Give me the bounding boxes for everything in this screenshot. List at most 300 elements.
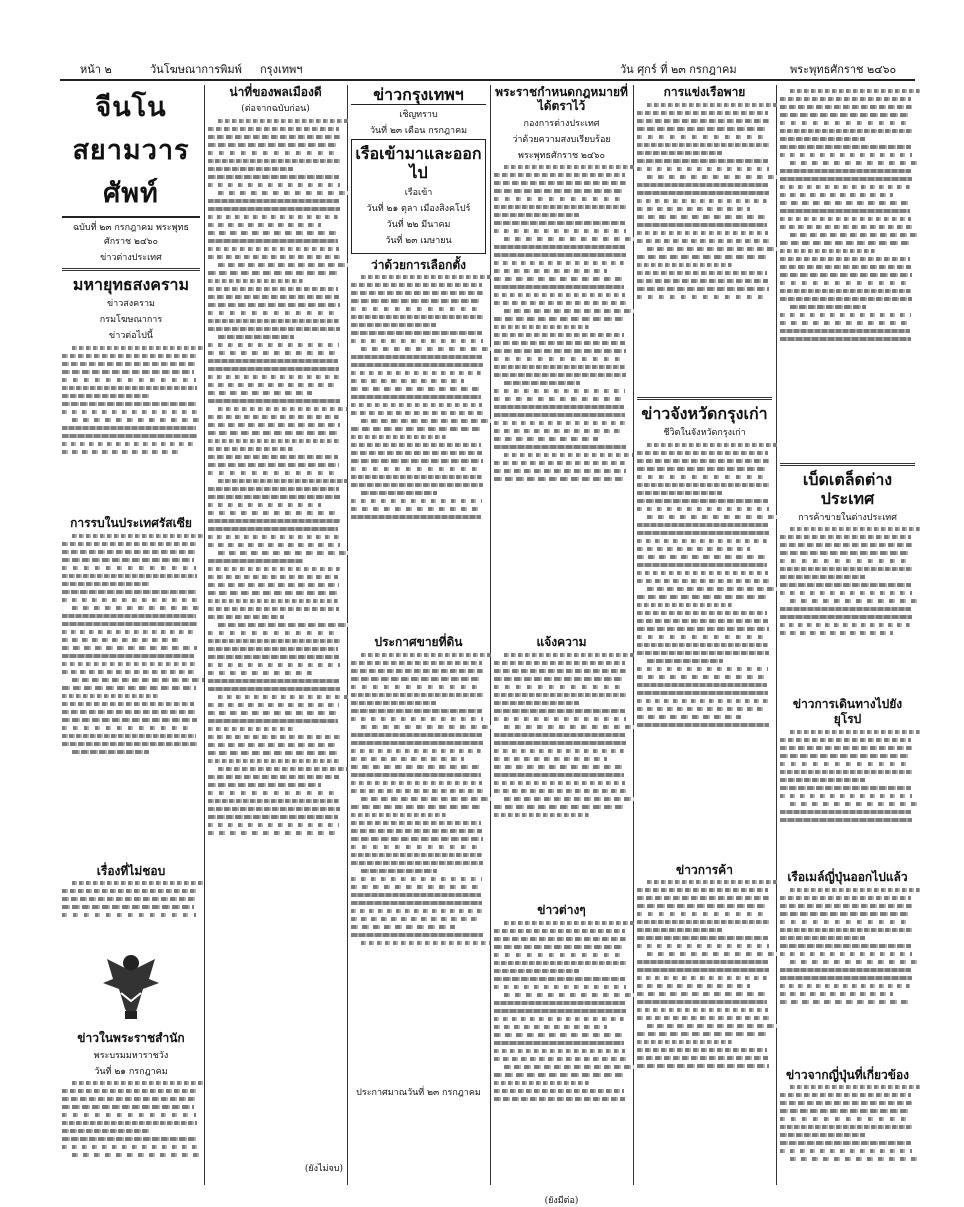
text-line <box>494 301 626 305</box>
text-line <box>351 403 482 407</box>
text-line <box>790 1157 920 1161</box>
text-line <box>780 1117 911 1121</box>
text-line <box>494 357 624 361</box>
text-line <box>351 757 464 761</box>
text-line <box>494 373 626 377</box>
text-line <box>62 1105 194 1109</box>
text-line <box>208 151 339 155</box>
text-line <box>208 807 340 811</box>
text-line <box>637 667 768 671</box>
text-line <box>62 1113 196 1117</box>
text-line <box>494 977 625 981</box>
column-rule <box>490 85 491 1185</box>
text-line <box>361 941 491 945</box>
section-heading: ข่าวจังหวัดกรุงเก่า <box>641 403 768 423</box>
text-line <box>637 167 769 171</box>
text-line <box>62 362 197 366</box>
text-line <box>62 630 194 634</box>
text-line <box>208 183 340 187</box>
text-line <box>494 937 626 941</box>
text-line <box>780 129 912 133</box>
text-line <box>637 295 767 299</box>
text-line <box>208 711 340 715</box>
text-line <box>780 567 912 571</box>
text-line <box>62 622 197 626</box>
text-line <box>62 598 197 602</box>
text-line <box>351 885 483 889</box>
section-heading: แจ้งความ <box>536 635 587 650</box>
text-line <box>637 675 769 679</box>
section-heading: ข่าวต่างๆ <box>537 903 586 918</box>
text-line <box>637 928 722 932</box>
text-line <box>637 1056 768 1060</box>
masthead-sub: ฉบับที่ ๒๓ กรกฎาคม พระพุทธศักราช ๒๔๖๐ <box>73 223 189 247</box>
text-line <box>780 591 912 595</box>
text-line <box>208 751 339 755</box>
text-line <box>62 646 197 650</box>
text-line <box>351 733 482 737</box>
section-heading: ประกาศขายที่ดิน <box>374 635 463 650</box>
text-line <box>208 791 338 795</box>
text-line <box>208 543 340 547</box>
text-line <box>780 105 912 109</box>
subheading: เชิญทราบ <box>399 110 438 121</box>
body-text <box>780 730 915 870</box>
section-heading: ข่าวในพระราชสำนัก <box>77 1031 185 1046</box>
text-line <box>494 429 624 433</box>
text-line <box>351 307 482 311</box>
text-line <box>208 655 339 659</box>
text-line <box>62 686 196 690</box>
text-line <box>780 249 875 253</box>
text-line <box>780 1133 865 1137</box>
text-line <box>208 359 338 363</box>
text-line <box>780 976 912 980</box>
column-rule <box>347 85 348 1185</box>
text-line <box>351 355 482 359</box>
text-line <box>62 913 196 917</box>
masthead: จีนโนสยามวารศัพท์ <box>62 85 200 218</box>
text-line <box>208 399 340 403</box>
text-line <box>208 383 338 387</box>
column-4 <box>494 85 629 1207</box>
subheading: วันที่ ๒๑ กรกฎาคม <box>94 1066 168 1077</box>
text-line <box>494 717 626 721</box>
text-line <box>637 992 769 996</box>
text-line <box>790 802 920 806</box>
text-line <box>494 773 624 777</box>
text-line <box>351 291 483 295</box>
text-line <box>647 587 777 591</box>
text-line <box>637 143 769 147</box>
text-line <box>504 921 634 925</box>
text-line <box>351 821 481 825</box>
text-line <box>351 467 481 471</box>
text-line <box>72 534 204 538</box>
text-line <box>637 1040 732 1044</box>
text-line <box>72 606 204 610</box>
paper-name: วันโฆษณาการพิมพ์ <box>150 63 242 76</box>
footer-note: ประกาศมาณวันที่ ๒๓ กรกฎาคม <box>356 1088 481 1099</box>
continued-note: (ยังไม่จบ) <box>304 1163 343 1174</box>
text-line <box>208 527 338 531</box>
text-line <box>780 201 912 205</box>
text-line <box>780 121 911 125</box>
text-line <box>351 475 482 479</box>
text-line <box>637 507 769 511</box>
text-line <box>780 794 912 798</box>
text-line <box>351 789 483 793</box>
text-line <box>351 917 481 921</box>
text-line <box>637 1064 769 1068</box>
text-line <box>351 363 483 367</box>
text-line <box>780 952 912 956</box>
headline: เบ็ดเตล็ดต่างประเทศ <box>802 469 893 508</box>
date-line: วัน ศุกร์ ที่ ๒๓ กรกฎาคม <box>620 63 737 76</box>
text-line <box>361 653 491 657</box>
text-line <box>62 897 197 901</box>
text-line <box>780 992 893 996</box>
text-line <box>208 647 338 651</box>
text-line <box>780 217 911 221</box>
text-line <box>62 590 196 594</box>
text-line <box>780 241 911 245</box>
headline: ข่าวกรุงเทพฯ <box>351 85 486 105</box>
text-line <box>494 389 625 393</box>
subheading: ข่าวสงคราม <box>107 299 155 310</box>
text-line <box>208 487 339 491</box>
text-line <box>62 566 196 570</box>
text-line <box>647 247 777 251</box>
text-line <box>62 1129 149 1133</box>
text-line <box>637 231 768 235</box>
text-line <box>637 571 768 575</box>
text-line <box>494 1025 607 1029</box>
text-line <box>494 781 625 785</box>
text-line <box>62 654 194 658</box>
text-line <box>208 367 339 371</box>
text-line <box>62 378 196 382</box>
text-line <box>494 929 625 933</box>
text-line <box>637 523 768 527</box>
text-line <box>208 463 339 467</box>
text-line <box>504 1065 634 1069</box>
text-line <box>208 431 338 435</box>
masthead-sub: ข่าวต่างประเทศ <box>100 253 162 263</box>
text-line <box>780 754 910 758</box>
text-line <box>637 135 768 139</box>
text-line <box>351 283 482 287</box>
text-line <box>494 349 626 353</box>
text-line <box>361 347 491 351</box>
text-line <box>208 375 340 379</box>
text-line <box>208 247 339 251</box>
text-line <box>208 271 339 275</box>
text-line <box>494 1049 625 1053</box>
text-line <box>637 263 732 267</box>
text-line <box>790 888 920 892</box>
text-line <box>62 702 194 706</box>
text-line <box>208 631 339 635</box>
text-line <box>494 1009 626 1013</box>
section-heading: การรบในประเทศรัสเซีย <box>70 515 192 530</box>
text-line <box>494 677 624 681</box>
text-line <box>208 319 339 323</box>
text-line <box>637 255 768 259</box>
text-line <box>637 547 750 551</box>
text-line <box>494 245 625 249</box>
text-line <box>637 888 768 892</box>
text-line <box>208 743 338 747</box>
text-line <box>351 435 446 439</box>
text-line <box>780 920 911 924</box>
text-line <box>208 423 340 427</box>
text-line <box>208 199 339 203</box>
text-line <box>218 551 348 555</box>
text-line <box>351 685 482 689</box>
text-line <box>351 507 483 511</box>
text-line <box>780 265 911 269</box>
text-line <box>208 591 340 595</box>
text-line <box>637 651 769 655</box>
body-text <box>62 346 200 516</box>
text-line <box>494 1001 625 1005</box>
text-line <box>494 953 625 957</box>
text-line <box>208 231 340 235</box>
text-line <box>62 614 196 618</box>
column-5 <box>637 85 772 1185</box>
text-line <box>504 797 634 801</box>
text-line <box>637 239 769 243</box>
text-line <box>208 327 340 331</box>
body-text <box>494 921 629 1191</box>
text-line <box>208 159 340 163</box>
text-line <box>62 734 196 738</box>
text-line <box>208 143 338 147</box>
text-line <box>351 677 481 681</box>
subheading: พระพุทธศักราช ๒๔๖๐ <box>518 150 605 161</box>
text-line <box>780 177 912 181</box>
text-line <box>494 437 598 441</box>
headline: พระราชกำหนดกฎหมายที่ได้ตราไว้ <box>495 85 628 114</box>
text-line <box>780 313 911 317</box>
page-label: หน้า ๒ <box>80 63 112 76</box>
text-line <box>780 904 912 908</box>
column-2 <box>208 85 343 1185</box>
text-line <box>637 563 767 567</box>
text-line <box>637 579 769 583</box>
text-line <box>351 829 482 833</box>
text-line <box>780 778 865 782</box>
text-line <box>780 321 912 325</box>
text-line <box>351 933 483 937</box>
text-line <box>62 1121 197 1125</box>
text-line <box>780 762 911 766</box>
text-line <box>208 167 293 171</box>
text-line <box>637 199 767 203</box>
text-line <box>208 351 340 355</box>
subheading: ข่าวต่อไปนี้ <box>109 331 153 342</box>
box-headline: เรือเข้ามาและออกไป <box>355 144 482 183</box>
text-line <box>780 896 911 900</box>
text-line <box>351 805 482 809</box>
text-line <box>637 475 768 479</box>
text-line <box>351 323 436 327</box>
text-line <box>494 1097 625 1101</box>
text-line <box>62 889 196 893</box>
text-line <box>351 877 482 881</box>
subheading: ว่าด้วยความสงบเรียบร้อย <box>512 134 611 145</box>
text-line <box>494 445 626 449</box>
text-line <box>790 1085 920 1089</box>
text-line <box>218 119 348 123</box>
text-line <box>208 599 338 603</box>
text-line <box>208 207 340 211</box>
text-line <box>351 379 464 383</box>
text-line <box>637 912 768 916</box>
text-line <box>351 765 483 769</box>
text-line <box>351 773 481 777</box>
text-line <box>647 103 777 107</box>
text-line <box>62 542 196 546</box>
section-heading: ว่าด้วยการเลือกตั้ง <box>370 257 467 272</box>
text-line <box>351 909 483 913</box>
text-line <box>494 181 626 185</box>
text-line <box>780 786 911 790</box>
body-text <box>780 888 915 1068</box>
text-line <box>208 719 338 723</box>
text-line <box>351 893 481 897</box>
text-line <box>780 936 865 940</box>
text-line <box>62 402 196 406</box>
text-line <box>637 111 768 115</box>
text-line <box>351 749 481 753</box>
body-text <box>62 534 200 864</box>
text-line <box>637 944 769 948</box>
text-line <box>494 317 625 321</box>
text-line <box>647 952 777 956</box>
text-line <box>637 683 767 687</box>
continued-note: (ยังมีต่อ) <box>544 1196 579 1207</box>
text-line <box>72 1081 204 1085</box>
text-line <box>637 151 722 155</box>
text-line <box>494 469 626 473</box>
text-line <box>780 1101 912 1105</box>
text-line <box>790 89 920 93</box>
text-line <box>351 499 482 503</box>
text-line <box>780 818 912 822</box>
body-text <box>637 103 772 393</box>
text-line <box>208 175 339 179</box>
text-line <box>351 411 483 415</box>
text-line <box>637 1000 767 1004</box>
text-line <box>351 781 482 785</box>
text-line <box>494 701 579 705</box>
body-text <box>780 527 915 697</box>
text-line <box>494 709 625 713</box>
text-line <box>780 623 910 627</box>
text-line <box>494 213 579 217</box>
text-line <box>780 97 911 101</box>
text-line <box>780 257 910 261</box>
text-line <box>780 137 865 141</box>
text-line <box>637 539 767 543</box>
text-line <box>62 574 197 578</box>
text-line <box>494 757 607 761</box>
subheading: กองการต่างประเทศ <box>523 118 600 129</box>
text-line <box>208 455 338 459</box>
text-line <box>208 559 303 563</box>
text-line <box>72 750 149 754</box>
text-line <box>637 271 767 275</box>
text-line <box>637 1008 768 1012</box>
text-line <box>351 515 481 519</box>
text-line <box>208 663 340 667</box>
text-line <box>208 735 340 739</box>
text-line <box>780 225 912 229</box>
text-line <box>361 869 437 873</box>
text-line <box>504 993 634 997</box>
text-line <box>494 945 624 949</box>
text-line <box>208 127 339 131</box>
text-line <box>790 233 920 237</box>
text-line <box>637 1032 768 1036</box>
text-line <box>62 550 197 554</box>
text-line <box>351 837 483 841</box>
text-line <box>208 783 321 787</box>
text-line <box>494 341 625 345</box>
text-line <box>494 693 626 697</box>
text-line <box>62 426 196 430</box>
text-line <box>494 229 626 233</box>
headline: น่าที่ของพลเมืองดี <box>229 85 322 99</box>
text-line <box>62 386 197 390</box>
box-subheading: เรือเข้า <box>404 187 433 198</box>
text-line <box>494 685 625 689</box>
column-rule <box>633 85 634 1185</box>
text-line <box>208 535 339 539</box>
text-line <box>647 515 777 519</box>
text-line <box>62 670 197 674</box>
text-line <box>494 669 626 673</box>
text-line <box>780 944 911 948</box>
text-line <box>62 694 159 698</box>
text-line <box>351 331 482 335</box>
subheading: การค้าขายในต่างประเทศ <box>798 512 897 523</box>
text-line <box>351 443 481 447</box>
text-line <box>208 295 339 299</box>
address: กรุงเทพฯ <box>260 63 303 76</box>
text-line <box>780 575 865 579</box>
text-line <box>637 896 769 900</box>
body-text <box>494 653 629 903</box>
text-line <box>208 343 339 347</box>
text-line <box>494 733 625 737</box>
text-line <box>780 1000 912 1004</box>
text-line <box>790 599 920 603</box>
text-line <box>790 960 920 964</box>
text-line <box>494 269 607 273</box>
text-line <box>637 191 769 195</box>
text-line <box>780 746 912 750</box>
text-line <box>494 969 579 973</box>
text-line <box>72 1153 204 1157</box>
text-line <box>208 279 303 283</box>
text-line <box>780 297 912 301</box>
text-line <box>62 662 196 666</box>
text-line <box>494 221 625 225</box>
text-line <box>208 583 339 587</box>
